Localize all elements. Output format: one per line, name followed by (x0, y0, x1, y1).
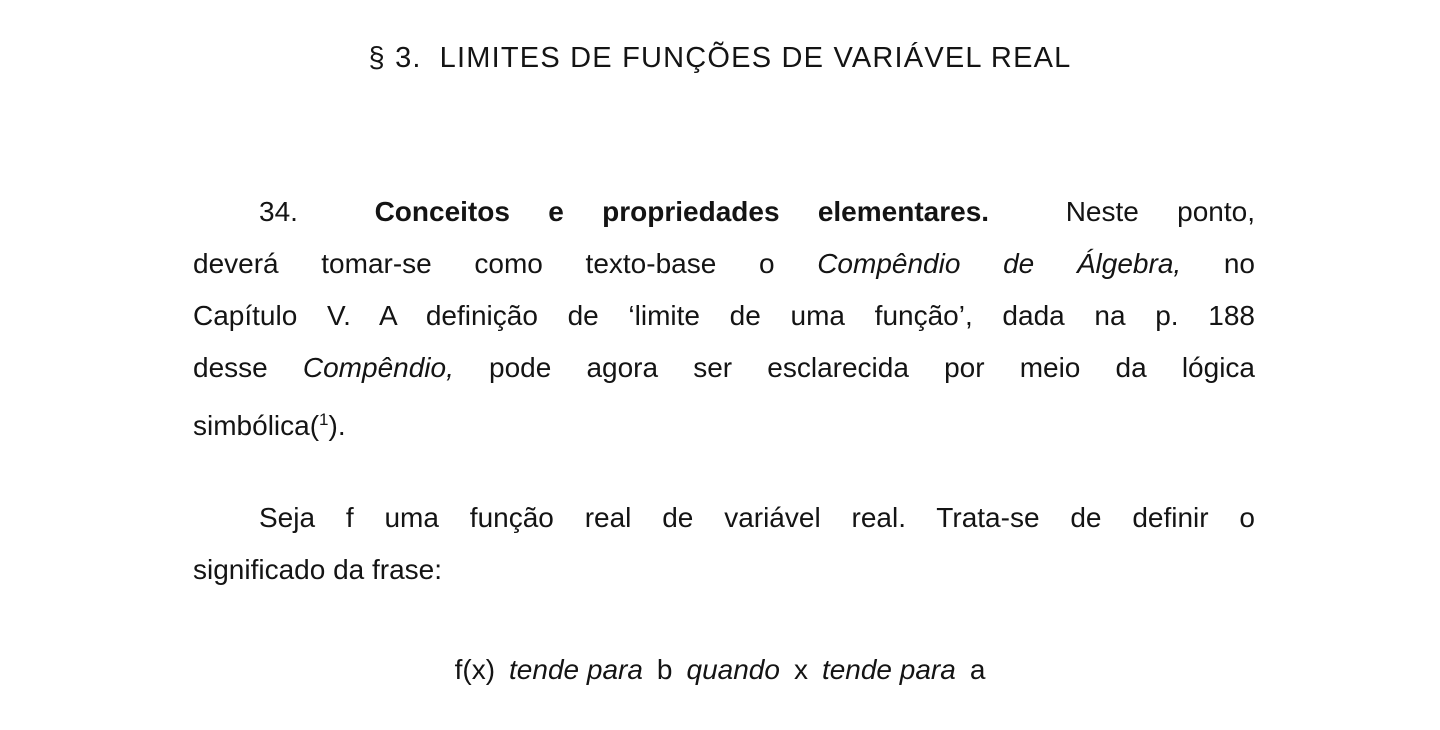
formula-tende-para: tende para (509, 654, 643, 685)
paragraph-line (193, 238, 1255, 290)
paragraph-line (193, 290, 1255, 342)
section-heading (0, 38, 1440, 78)
limit-phrase (0, 648, 1440, 692)
formula-fx: f(x) (454, 654, 496, 685)
paragraph-line (193, 342, 1255, 394)
paragraph-text: simbólica( (193, 410, 320, 441)
paragraph-text: Seja f uma função real de variável real. Trata-se de definir o (259, 502, 1255, 533)
paragraph-text: ). (328, 410, 346, 441)
paragraph-number: 34. (259, 196, 298, 227)
paragraph-34 (193, 186, 1255, 446)
formula-a: a (969, 654, 986, 685)
paragraph-text: Neste ponto, (1065, 196, 1255, 227)
paragraph-text: pode agora ser esclarecida por meio da lógica (489, 352, 1255, 383)
paragraph-text: Capítulo V. A definição de ‘limite de uma função’, dada na p. 188 (193, 300, 1255, 331)
paragraph-bold-title: Conceitos e propriedades elementares. (374, 196, 990, 227)
section-number: § 3. (368, 42, 422, 74)
formula-quando: quando (686, 654, 780, 685)
book-title-italic: Compêndio, (302, 352, 454, 383)
paragraph-line (193, 394, 1255, 446)
book-title-italic: Compêndio de Álgebra, (817, 248, 1182, 279)
paragraph-line (193, 186, 1255, 238)
paragraph-line (193, 544, 1255, 596)
paragraph-text: no (1223, 248, 1255, 279)
paragraph-definition-intro (193, 492, 1255, 596)
paragraph-text: desse (193, 352, 268, 383)
paragraph-text: significado da frase: (193, 554, 443, 585)
section-title: LIMITES DE FUNÇÕES DE VARIÁVEL REAL (439, 42, 1072, 74)
paragraph-line (193, 492, 1255, 544)
formula-tende-para: tende para (821, 654, 956, 685)
paragraph-text: deverá tomar-se como texto-base o (193, 248, 775, 279)
formula-x: x (793, 654, 808, 685)
footnote-marker[interactable]: 1 (319, 410, 329, 429)
formula-b: b (656, 654, 673, 685)
